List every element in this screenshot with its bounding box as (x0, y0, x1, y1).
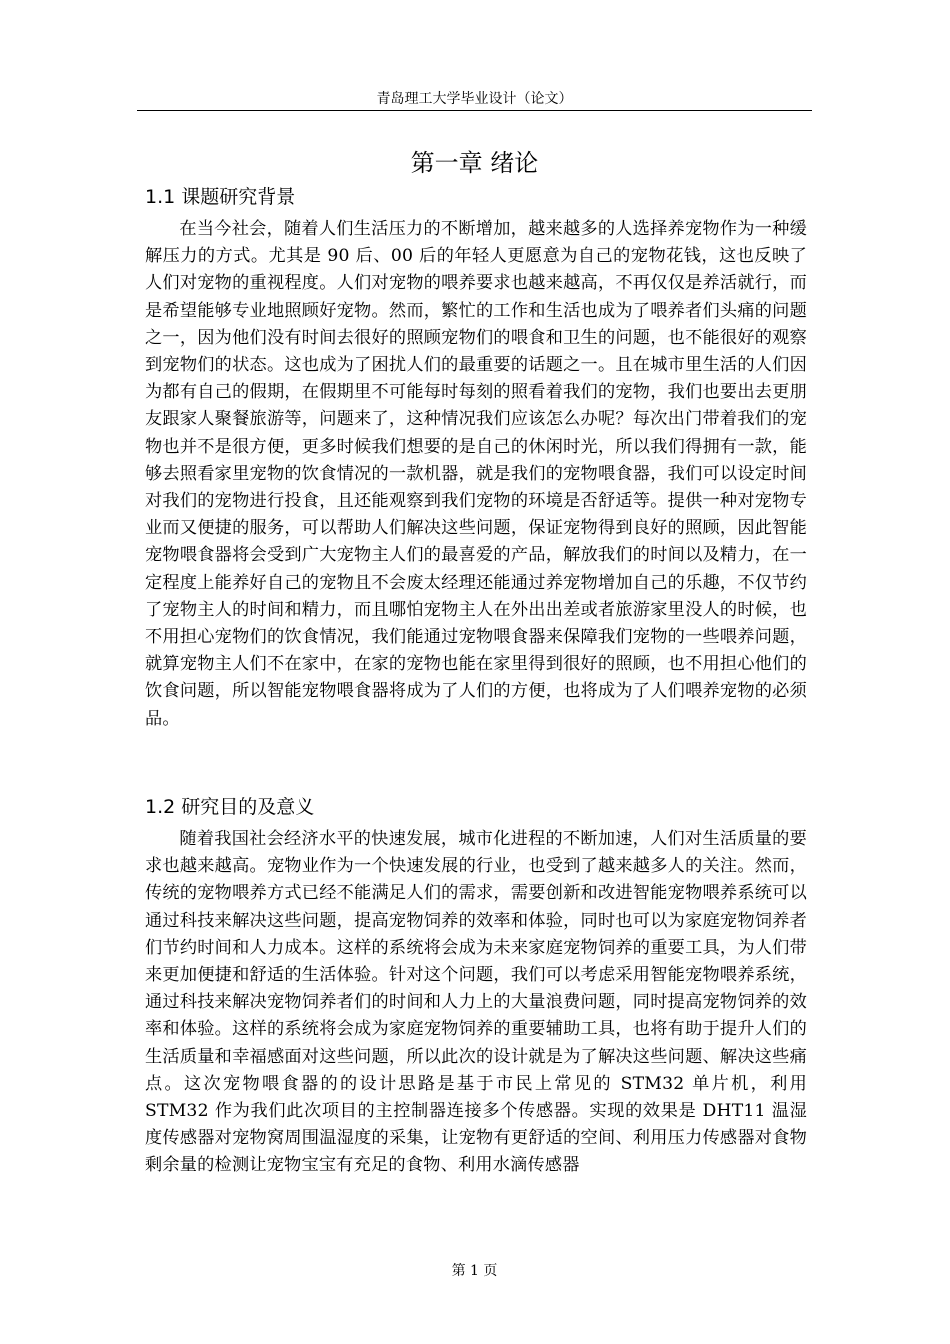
page-header: 青岛理工大学毕业设计（论文） (137, 90, 812, 111)
page-number: 第 1 页 (451, 1263, 498, 1279)
section-heading-1-2: 1.2 研究目的及意义 (145, 796, 315, 818)
section-1-2-paragraph: 随着我国社会经济水平的快速发展，城市化进程的不断加速，人们对生活质量的要求也越来越高。宠物业作为一个快速发展的行业，也受到了越来越多人的关注。然而，传统的宠物喂养方式已经不能满足人们的需求，需要创新和改进智能宠物喂养系统可以通过科技来解决这些问题，提高宠物饲养的效率和体验，同时也可以为家庭宠物饲养者们节约时间和人力成本。这样的系统将会成为未来家庭宠物饲养的重要工具，为人们带来更加便捷和舒适的生活体验。针对这个问题，我们可以考虑采用智能宠物喂养系统，通过科技来解决宠物饲养者们的时间和人力上的大量浪费问题，同时提高宠物饲养的效率和体验。这样的系统将会成为家庭宠物饲养的重要辅助工具，也将有助于提升人们的生活质量和幸福感面对这些问题，所以此次的设计就是为了解决这些问题、解决这些痛点。这次宠物喂食器的的设计思路是基于市民上常见的 STM32 单片机，利用 STM32 作为我们此次项目的主控制器连接多个传感器。实现的效果是 DHT11 温湿度传感器对宠物窝周围温湿度的采集，让宠物有更舒适的空间、利用压力传感器对食物剩余量的检测让宠物宝宝有充足的食物、利用水滴传感器 (145, 829, 807, 1176)
section-heading-1-1: 1.1 课题研究背景 (145, 186, 296, 208)
section-1-1-paragraph: 在当今社会，随着人们生活压力的不断增加，越来越多的人选择养宠物作为一种缓解压力的方式。尤其是 90 后、00 后的年轻人更愿意为自己的宠物花钱，这也反映了人们对宠物的重视程度。人们对宠物的喂养要求也越来越高，不再仅仅是养活就行，而是希望能够专业地照顾好宠物。然而，繁忙的工作和生活也成为了喂养者们头痛的问题之一，因为他们没有时间去很好的照顾宠物们的喂食和卫生的问题，也不能很好的观察到宠物们的状态。这也成为了困扰人们的最重要的话题之一。且在城市里生活的人们因为都有自己的假期，在假期里不可能每时每刻的照看着我们的宠物，我们也要出去更朋友跟家人聚餐旅游等，问题来了，这种情况我们应该怎么办呢？每次出门带着我们的宠物也并不是很方便，更多时候我们想要的是自己的休闲时光，所以我们得拥有一款，能够去照看家里宠物的饮食情况的一款机器，就是我们的宠物喂食器，我们可以设定时间对我们的宠物进行投食，且还能观察到我们宠物的环境是否舒适等。提供一种对宠物专业而又便捷的服务，可以帮助人们解决这些问题，保证宠物得到良好的照顾，因此智能宠物喂食器将会受到广大宠物主人们的最喜爱的产品，解放我们的时间以及精力，在一定程度上能养好自己的宠物且不会废太经理还能通过养宠物增加自己的乐趣，不仅节约了宠物主人的时间和精力，而且哪怕宠物主人在外出出差或者旅游家里没人的时候，也不用担心宠物们的饮食情况，我们能通过宠物喂食器来保障我们宠物的一些喂养问题，就算宠物主人们不在家中，在家的宠物也能在家里得到很好的照顾，也不用担心他们的饮食问题，所以智能宠物喂食器将成为了人们的方便，也将成为了人们喂养宠物的必须品。 (145, 219, 807, 729)
chapter-title: 第一章 绪论 (410, 149, 539, 177)
